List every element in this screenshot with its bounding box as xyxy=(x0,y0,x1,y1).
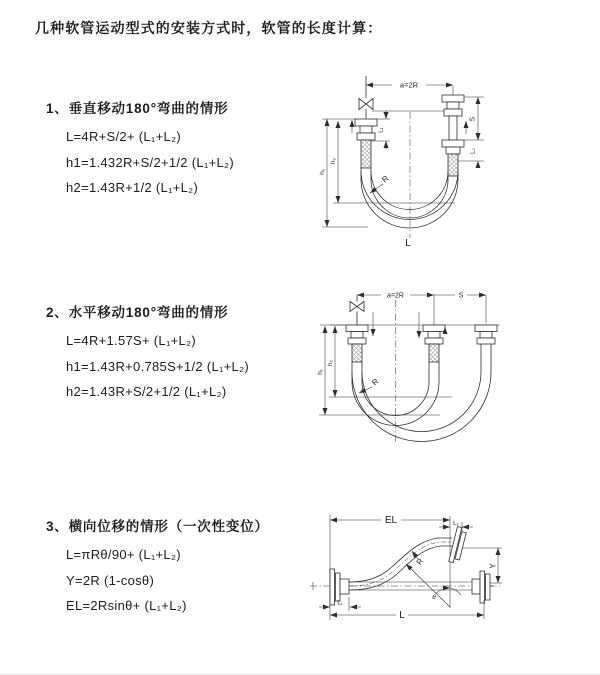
dim-label-el: EL xyxy=(384,515,398,526)
diagram-vertical-180-bend xyxy=(315,72,495,255)
diagram-lateral-displacement xyxy=(303,512,515,630)
dim-label-h2: h₂ xyxy=(330,157,337,165)
hose-wall-bottom xyxy=(349,546,452,590)
section-2-heading: 2、水平移动180°弯曲的情形 xyxy=(46,305,229,320)
flange-original-right xyxy=(472,571,494,603)
dim-label-r: R xyxy=(380,173,391,185)
formula-h2: h2=1.43R+S/2+1/2 (L₁+L₂) xyxy=(66,384,227,399)
hose-centerline xyxy=(349,542,452,586)
section-3-heading: 3、横向位移的情形（一次性变位） xyxy=(46,519,269,534)
formula-h1: h1=1.43R+0.785S+1/2 (L₁+L₂) xyxy=(66,358,250,374)
braided-hose-right xyxy=(448,154,458,176)
formula-L: L=πRθ/90+ (L₁+L₂) xyxy=(66,547,181,562)
section-vertical-movement xyxy=(46,100,234,201)
dim-label-h1: h₁ xyxy=(319,169,326,175)
dim-label-s: S xyxy=(469,116,477,122)
formula-L: L=4R+S/2+ (L₁+L₂) xyxy=(66,129,181,144)
page-title: 几种软管运动型式的安装方式时，软管的长度计算： xyxy=(35,20,383,36)
formula-EL: EL=2Rsinθ+ (L₁+L₂) xyxy=(66,598,187,613)
dim-label-l: L xyxy=(399,610,405,621)
dim-label-r: R xyxy=(370,376,381,388)
section-lateral-displacement xyxy=(46,518,269,619)
fitting-left xyxy=(346,325,368,362)
dim-label-l2: L₂ xyxy=(453,521,459,527)
valve-icon xyxy=(350,302,364,312)
dim-label-l1: L₁ xyxy=(337,600,343,607)
dim-label-l: L xyxy=(405,238,411,249)
hose-arc-outer-down xyxy=(361,180,458,228)
dim-label-theta: θ xyxy=(432,594,436,601)
section-1-heading: 1、垂直移动180°弯曲的情形 xyxy=(46,101,229,116)
formula-h1: h1=1.432R+S/2+1/2 (L₁+L₂) xyxy=(66,154,234,170)
valve-icon xyxy=(359,99,373,110)
fitting-middle xyxy=(423,325,445,362)
braided-hose-left xyxy=(361,140,371,168)
section-horizontal-movement xyxy=(46,304,249,405)
dim-label-h1: h₁ xyxy=(317,369,324,375)
hose-arc-outer-up xyxy=(361,171,458,219)
formula-L: L=4R+1.57S+ (L₁+L₂) xyxy=(66,333,197,348)
fitting-right-moved xyxy=(475,325,497,344)
hose-wall-top xyxy=(349,538,452,582)
formula-h2: h2=1.43R+1/2 (L₁+L₂) xyxy=(66,180,199,195)
flange-displaced xyxy=(449,527,467,564)
dim-label-a2r: a=2R xyxy=(399,80,419,90)
dim-label-l2: L₂ xyxy=(470,148,477,154)
dim-label-y: Y xyxy=(488,563,498,569)
section-1-formulas xyxy=(66,124,234,201)
dim-label-a2r: a=2R xyxy=(387,292,404,300)
dim-label-h2: h₂ xyxy=(327,359,334,367)
dim-label-s: S xyxy=(458,292,464,300)
diagram-horizontal-180-bend xyxy=(313,286,505,448)
formula-Y: Y=2R (1-cosθ) xyxy=(66,572,155,588)
dim-label-r: R xyxy=(414,556,426,567)
section-2-formulas xyxy=(66,328,249,405)
dim-label-l1: L₁ xyxy=(378,127,385,133)
section-3-formulas xyxy=(66,542,269,619)
